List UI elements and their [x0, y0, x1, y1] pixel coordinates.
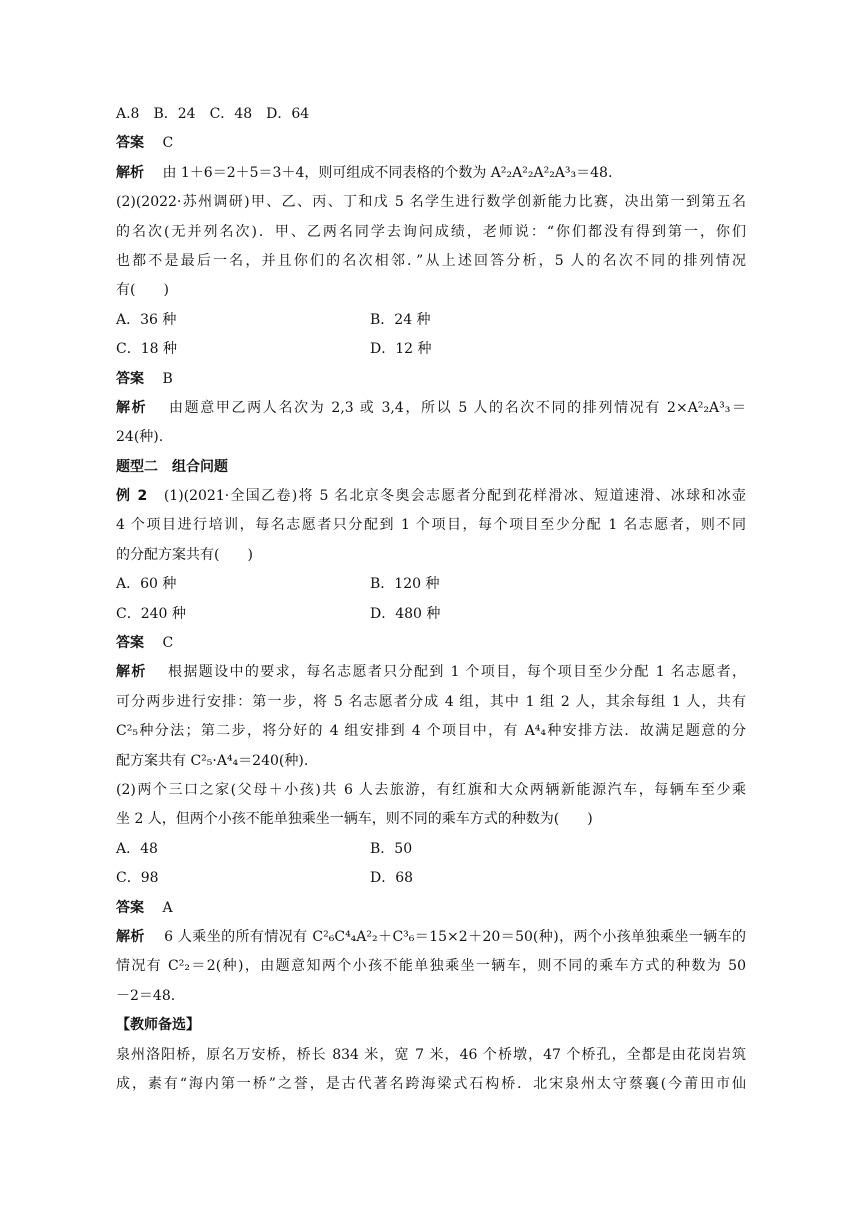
analysis-text: －2＝48.: [116, 987, 176, 1004]
question-text: 的名次(无并列名次)．甲、乙两名同学去询问成绩，老师说：“你们都没有得到第一，你们: [116, 223, 746, 240]
analysis-text: 6 人乘坐的所有情况有 C²₆C⁴₄A²₂＋C³₆＝15×2＋20＝50(种)，两个小孩单独乘坐一辆车的: [164, 928, 747, 945]
option-d: D．12 种: [370, 341, 432, 358]
document-page: [116, 100, 746, 1099]
options-row: [116, 600, 746, 629]
options-row: [116, 335, 746, 364]
answer-label: 答案: [116, 635, 144, 652]
answer-line: [116, 894, 746, 923]
example-label: 例 2: [116, 488, 148, 505]
analysis-text: 24(种).: [116, 429, 164, 446]
section-heading: 题型二 组合问题: [116, 458, 228, 475]
example-text: (1)(2021·全国乙卷)将 5 名北京冬奥会志愿者分配到花样滑冰、短道速滑、冰球和冰壶: [163, 488, 746, 505]
options-row: [116, 306, 746, 335]
analysis-line: [116, 923, 746, 952]
answer-label: 答案: [116, 370, 144, 387]
answer-value: C: [162, 135, 174, 152]
analysis-label: 解析: [116, 399, 148, 416]
question-text: (2)(2022·苏州调研)甲、乙、丙、丁和戊 5 名学生进行数学创新能力比赛，决出第一到第五名: [116, 194, 746, 211]
analysis-line: [116, 394, 746, 423]
analysis-text: 根据题设中的要求，每名志愿者只分配到 1 个项目，每个项目至少分配 1 名志愿者，: [167, 664, 747, 681]
option-d: D．68: [370, 870, 414, 887]
option-a: A．60 种: [116, 576, 177, 593]
analysis-line: [116, 159, 746, 188]
answer-line: [116, 129, 746, 158]
options-row: [116, 864, 746, 893]
question-text: (2)两个三口之家(父母＋小孩)共 6 人去旅游，有红旗和大众两辆新能源汽车，每辆车至少乘: [116, 781, 746, 798]
analysis-label: 解析: [116, 928, 145, 945]
teacher-note-heading: 【教师备选】: [116, 1017, 200, 1034]
option-a: A．36 种: [116, 311, 177, 328]
analysis-text: 情况有 C²₂＝2(种)，由题意知两个小孩不能单独乘坐一辆车，则不同的乘车方式的种数为 50: [116, 958, 746, 975]
paragraph-text: 泉州洛阳桥，原名万安桥，桥长 834 米，宽 7 米，46 个桥墩，47 个桥孔，全都是由花岗岩筑: [116, 1046, 746, 1063]
option-b: B．50: [370, 840, 413, 857]
answer-value: B: [162, 370, 173, 387]
answer-label: 答案: [116, 899, 144, 916]
option-b: B．24 种: [370, 311, 431, 328]
analysis-text: 可分两步进行安排：第一步，将 5 名志愿者分成 4 组，其中 1 组 2 人，其余每组 1 人，共有: [116, 693, 746, 710]
option-c: C．240 种: [116, 605, 186, 622]
analysis-text: 配方案共有 C²₅·A⁴₄＝240(种).: [116, 752, 309, 769]
option-d: D．480 种: [370, 605, 441, 622]
answer-label: 答案: [116, 135, 144, 152]
option-c: C．98: [116, 870, 159, 887]
analysis-line: [116, 658, 746, 687]
option-a: A．48: [116, 840, 158, 857]
analysis-text: 由 1＋6＝2＋5＝3＋4，则可组成不同表格的个数为 A²₂A²₂A²₂A³₃＝48.: [162, 164, 613, 181]
answer-value: C: [162, 635, 174, 652]
analysis-text: 由题意甲乙两人名次为 2,3 或 3,4，所以 5 人的名次不同的排列情况有 2×A²₂A³₃＝: [169, 399, 747, 416]
option-b: B．120 种: [370, 576, 440, 593]
analysis-label: 解析: [116, 164, 144, 181]
question-text: 坐 2 人，但两个小孩不能单独乘坐一辆车，则不同的乘车方式的种数为( ): [116, 811, 593, 828]
question-text: 也都不是最后一名，并且你们的名次相邻．”从上述回答分析，5 人的名次不同的排列情况: [116, 252, 746, 269]
analysis-text: C²₅种分法；第二步，将分好的 4 组安排到 4 个项目中，有 A⁴₄种安排方法．故满足题意的分: [116, 723, 746, 740]
analysis-label: 解析: [116, 664, 147, 681]
question-text: 有( ): [116, 282, 169, 299]
answer-value: A: [162, 899, 173, 916]
example-line: [116, 482, 746, 511]
question-text: 4 个项目进行培训，每名志愿者只分配到 1 个项目，每个项目至少分配 1 名志愿者，则不同: [116, 517, 746, 534]
options-text: A.8 B．24 C．48 D．64: [116, 106, 310, 122]
options-row: [116, 570, 746, 599]
options-row: [116, 835, 746, 864]
paragraph-text: 成，素有“海内第一桥”之誉，是古代著名跨海梁式石构桥．北宋泉州太守蔡襄(今莆田市仙: [116, 1075, 746, 1092]
answer-line: [116, 365, 746, 394]
option-c: C．18 种: [116, 341, 177, 358]
answer-line: [116, 629, 746, 658]
question-text: 的分配方案共有( ): [116, 546, 253, 563]
options-row-inline: [116, 100, 746, 129]
